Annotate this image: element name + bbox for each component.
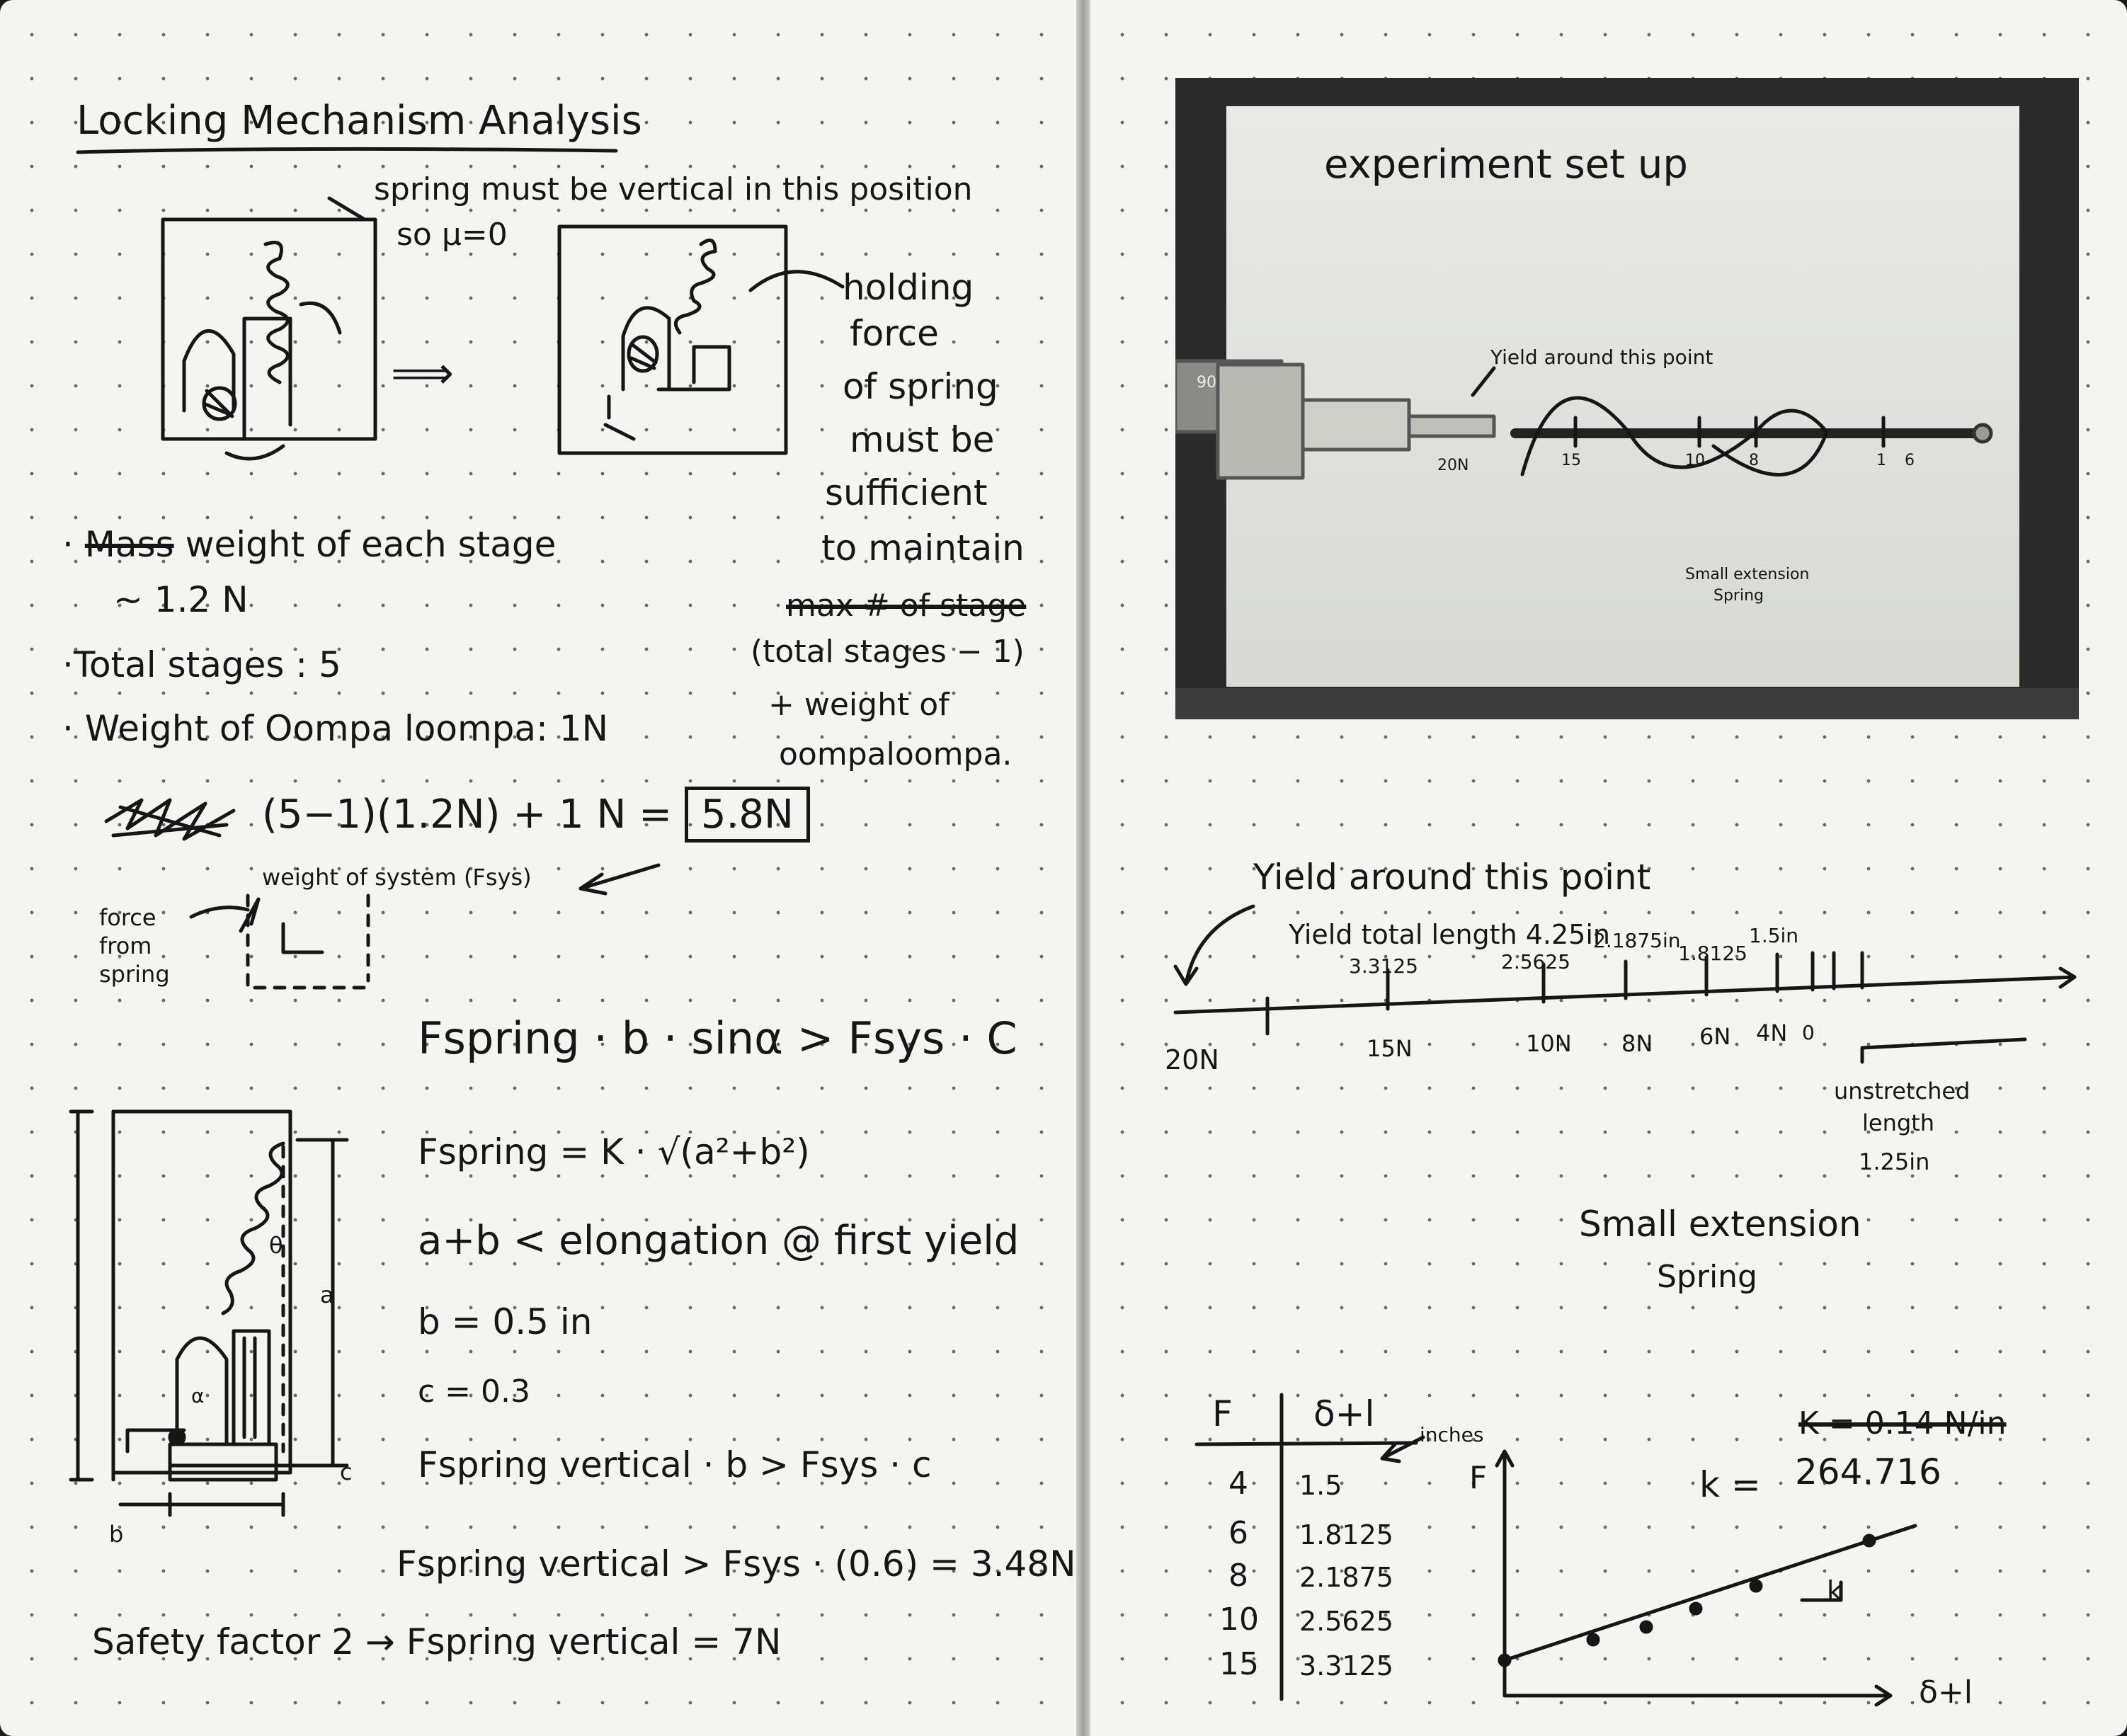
diagram-yield-length: Yield total length 4.25in <box>1289 919 1610 950</box>
force-elongation-plot <box>1494 1444 1898 1713</box>
row-1-d: 1.5 <box>1299 1470 1342 1501</box>
vertical-result: Fspring vertical > Fsys · (0.6) = 3.48N <box>397 1543 1076 1584</box>
vertical-inequality: Fspring vertical · b > Fsys · c <box>418 1444 932 1485</box>
force-tick-4n: 4N <box>1756 1020 1788 1046</box>
photo-tick-6: 6 <box>1905 452 1915 469</box>
row-5-f: 15 <box>1219 1646 1259 1682</box>
table-unit-note: inches <box>1420 1423 1484 1446</box>
holding-arrow <box>743 262 850 304</box>
table-header-f: F <box>1212 1393 1233 1434</box>
holding-6: to maintain <box>821 527 1025 569</box>
force-tick-8n: 8N <box>1621 1030 1653 1057</box>
photo-label-2: Spring <box>1713 587 1764 605</box>
row-2-f: 6 <box>1228 1515 1248 1551</box>
note-plus-weight: + weight of <box>768 687 950 723</box>
scribble-mark <box>99 786 241 850</box>
holding-5: sufficient <box>825 472 988 513</box>
dim-c: c <box>340 1458 353 1485</box>
note-total-stages: (total stages − 1) <box>751 634 1025 670</box>
unstretched-2: length <box>1862 1109 1934 1136</box>
note-oompa: oompaloompa. <box>779 736 1013 772</box>
elongation: a+b < elongation @ first yield <box>418 1218 1020 1264</box>
weight-system-arrow <box>566 857 666 899</box>
bullet-weight: weight of each stage <box>185 524 557 565</box>
photo-title: experiment set up <box>1324 142 1688 188</box>
diagram-label-1: Small extension <box>1579 1204 1861 1245</box>
note-struck: max # of stage <box>786 588 1027 624</box>
diagram-yield-note: Yield around this point <box>1253 857 1651 898</box>
photo-tick-20n: 20N <box>1437 457 1469 474</box>
mechanism-sketch-2 <box>552 212 793 467</box>
arrow-implies: ⟹ <box>391 347 454 399</box>
row-4-d: 2.5625 <box>1299 1606 1393 1637</box>
c-value: c = 0.3 <box>418 1374 531 1410</box>
weight-system-label: weight of system (Fsys) <box>262 864 532 891</box>
row-5-d: 3.3125 <box>1299 1650 1393 1681</box>
force-from-1: force <box>99 904 156 931</box>
force-tick-15n: 15N <box>1367 1035 1413 1062</box>
equation-main: (5−1)(1.2N) + 1 N = <box>262 792 673 838</box>
force-tick-6n: 6N <box>1699 1023 1731 1050</box>
stiffness-value: 264.716 <box>1795 1451 1941 1492</box>
row-2-d: 1.8125 <box>1299 1519 1393 1551</box>
safety-factor: Safety factor 2 → Fspring vertical = 7N <box>92 1621 782 1662</box>
diagram-top-3: 2.1875in <box>1593 929 1681 952</box>
page-title: Locking Mechanism Analysis <box>76 98 642 144</box>
force-tick-20n: 20N <box>1165 1044 1219 1075</box>
title-underline <box>71 145 637 159</box>
photo-tick-15: 15 <box>1561 452 1581 469</box>
note-mu: so μ=0 <box>397 217 508 253</box>
holding-1: holding <box>843 267 974 308</box>
photo-apparatus <box>1175 78 2079 719</box>
bullet-weight-value: ~ 1.2 N <box>113 579 249 620</box>
note-spring-vertical: spring must be vertical in this position <box>374 171 973 207</box>
photo-tick-10: 10 <box>1685 452 1705 469</box>
fbd-sketch <box>184 881 382 995</box>
spring-force-axis <box>1154 878 2096 1161</box>
theta-label: θ <box>269 1232 283 1259</box>
stiffness-label: k = <box>1699 1464 1761 1505</box>
diagram-top-5: 1.5in <box>1749 924 1799 947</box>
force-from-3: spring <box>99 961 170 988</box>
force-from-2: from <box>99 932 152 959</box>
dim-a: a <box>320 1281 334 1308</box>
photo-yield-note: Yield around this point <box>1490 346 1713 369</box>
holding-3: of spring <box>843 366 998 407</box>
binding-gutter <box>1076 0 1090 1736</box>
table-header-d: δ+l <box>1313 1393 1375 1434</box>
stiffness-struck: K = 0.14 N/in <box>1798 1405 2007 1441</box>
diagram-label-2: Spring <box>1657 1259 1757 1295</box>
photo-tick-1: 1 <box>1876 452 1886 469</box>
plot-y-label: F <box>1469 1460 1488 1496</box>
equation-result: 5.8N <box>685 787 810 843</box>
diagram-top-2: 2.5625 <box>1501 950 1570 973</box>
photo-label-1: Small extension <box>1685 566 1810 583</box>
plot-x-label: δ+l <box>1919 1674 1973 1711</box>
bullet-weight-line: · Mass weight of each stage <box>62 524 557 565</box>
bullet-oompa: Weight of Oompa loompa: 1N <box>84 708 609 749</box>
b-value: b = 0.5 in <box>418 1301 593 1342</box>
unstretched-1: unstretched <box>1834 1078 1971 1104</box>
equation-line <box>262 792 810 838</box>
photo-tick-8: 8 <box>1749 452 1759 469</box>
row-4-f: 10 <box>1219 1601 1259 1638</box>
unstretched-3: 1.25in <box>1859 1148 1930 1175</box>
bullet-total: ·Total stages : 5 <box>62 644 341 685</box>
row-3-d: 2.1875 <box>1299 1562 1393 1593</box>
mechanism-sketch-3 <box>64 1097 397 1508</box>
inequality: Fspring · b · sinα > Fsys · C <box>418 1012 1017 1064</box>
row-1-f: 4 <box>1228 1466 1248 1502</box>
bullet-struck: Mass <box>84 524 174 565</box>
photo-gauge: 90 <box>1197 374 1216 392</box>
experiment-photo <box>1175 78 2079 719</box>
dim-b: b <box>109 1521 124 1548</box>
unit-arrow <box>1374 1430 1430 1466</box>
spring-formula: Fspring = K · √(a²+b²) <box>418 1131 810 1172</box>
holding-2: force <box>850 313 939 354</box>
force-tick-0: 0 <box>1802 1021 1815 1044</box>
holding-4: must be <box>850 419 995 460</box>
alpha-label: α <box>191 1384 205 1407</box>
force-tick-10n: 10N <box>1526 1030 1572 1057</box>
mechanism-sketch-1 <box>142 198 397 467</box>
row-3-f: 8 <box>1228 1558 1248 1594</box>
plot-slope-label: k <box>1827 1575 1843 1606</box>
bullet-oompa-line: · Weight of Oompa loompa: 1N <box>62 708 609 749</box>
diagram-top-4: 1.8125 <box>1678 942 1747 965</box>
diagram-top-1: 3.3125 <box>1349 954 1418 978</box>
